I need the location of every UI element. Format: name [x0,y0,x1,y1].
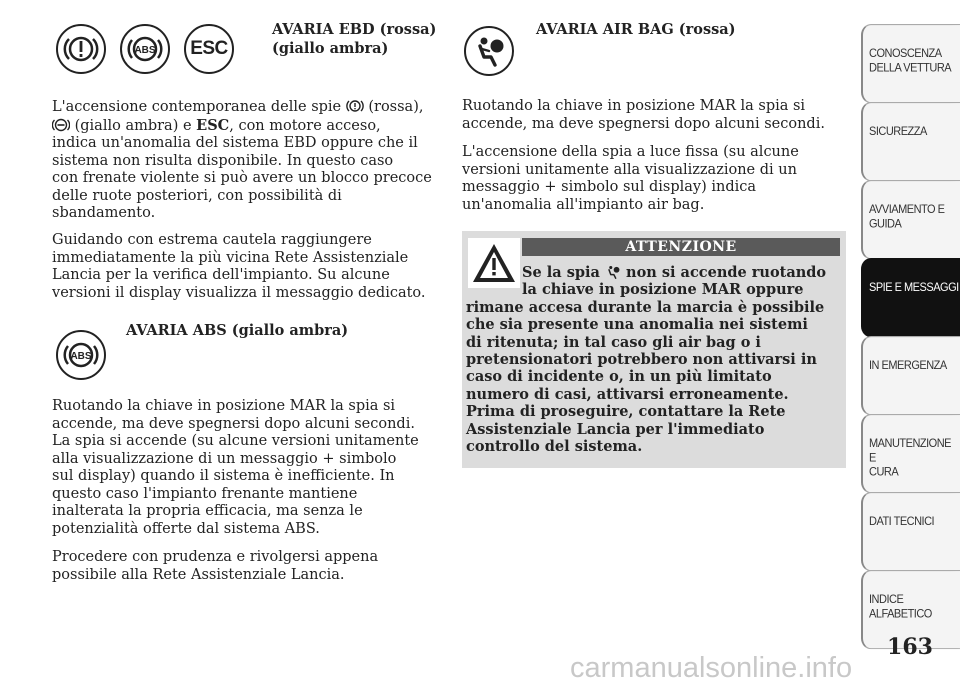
page-number: 163 [887,634,933,660]
brake-warning-inline-icon [346,98,364,114]
airbag-paragraph-1: Ruotando la chiave in posizione MAR la spia si accende, ma deve spegnersi dopo alcuni secondi. [462,98,825,132]
abs-paragraph-2: Procedere con prudenza e rivolgersi appena possibile alla Rete Assistenziale Lancia. [52,549,379,583]
tab-manutenzione-e-cura[interactable]: MANUTENZIONE E CURA [861,414,960,493]
brake-warning-icon [56,24,106,74]
airbag-warning-icon [464,26,514,76]
tab-in-emergenza[interactable]: IN EMERGENZA [861,336,960,415]
abs-warning-icon [56,330,106,380]
svg-text:ABS: ABS [134,45,156,56]
warning-box [462,231,846,468]
ebd-heading [272,20,436,58]
abs-heading: AVARIA ABS (giallo ambra) [126,322,349,339]
ebd-icons [56,24,234,74]
warning-text: Se la spia non si accende ruotando la chiave in posizione MAR oppure rimane accesa durante la marcia è possibile che sia presente una anomalia nei sistemi di ritenuta; in tal caso gli air bag o i pretensionatori potrebbero non attivarsi in caso di incidente o, in un più limitato numero di casi, attivarsi erroneamente. Prima di proseguire, contattare la Rete Assistenziale Lancia per l'immediato controllo del sistema. [466,264,827,456]
abs-inline-icon [52,117,70,133]
esc-icon-label: ESC [190,38,228,59]
abs-paragraph-1: Ruotando la chiave in posizione MAR la spia si accende, ma deve spegnersi dopo alcuni secondi. La spia si accende (su alcune versioni unitamente alla visualizzazione di un messaggio + simbolo sul display) quando il sistema è inefficiente. In questo caso l'impianto frenante mantiene inalterata la propria efficacia, ma senza le potenzialità offerte dal sistema ABS. [52,398,419,537]
tab-sicurezza[interactable]: SICUREZZA [861,102,960,181]
airbag-paragraph-2: L'accensione della spia a luce fissa (su alcune versioni unitamente alla visualizzazione di un messaggio + simbolo sul display) indica un'anomalia all'impianto air bag. [462,144,799,213]
ebd-heading-line1: AVARIA EBD (rossa) [272,21,437,38]
svg-text:ABS: ABS [70,351,92,362]
airbag-heading: AVARIA AIR BAG (rossa) [536,21,736,38]
esc-icon [184,24,234,74]
ebd-paragraph-2: Guidando con estrema cautela raggiungere immediatamente la più vicina Rete Assistenziale Lancia per la verifica dell'impianto. Su alcune versioni il display visualizza il messaggio dedicato. [52,232,426,301]
abs-icon [120,24,170,74]
tab-dati-tecnici[interactable]: DATI TECNICI [861,492,960,571]
tab-indice-alfabetico[interactable]: INDICE ALFABETICO [861,570,960,649]
ebd-paragraph-1: L'accensione contemporanea delle spie (rossa), (giallo ambra) e ESC, con motore acceso, indica un'anomalia del sistema EBD oppure che il sistema non risulta disponibile. In questo caso con frenate violente si può avere un blocco precoce delle ruote posteriori, con possibilità di sbandamento. [52,99,432,221]
warning-title: ATTENZIONE [522,238,840,256]
watermark: carmanualsonline.info [570,652,853,684]
tab-spie-e-messaggi[interactable]: SPIE E MESSAGGI [861,258,960,337]
ebd-heading-line2: (giallo ambra) [272,40,389,57]
tab-avviamento-e-guida[interactable]: AVVIAMENTO E GUIDA [861,180,960,259]
airbag-inline-icon [605,264,621,280]
tab-conoscenza-della-vettura[interactable]: CONOSCENZA DELLA VETTURA [861,24,960,103]
